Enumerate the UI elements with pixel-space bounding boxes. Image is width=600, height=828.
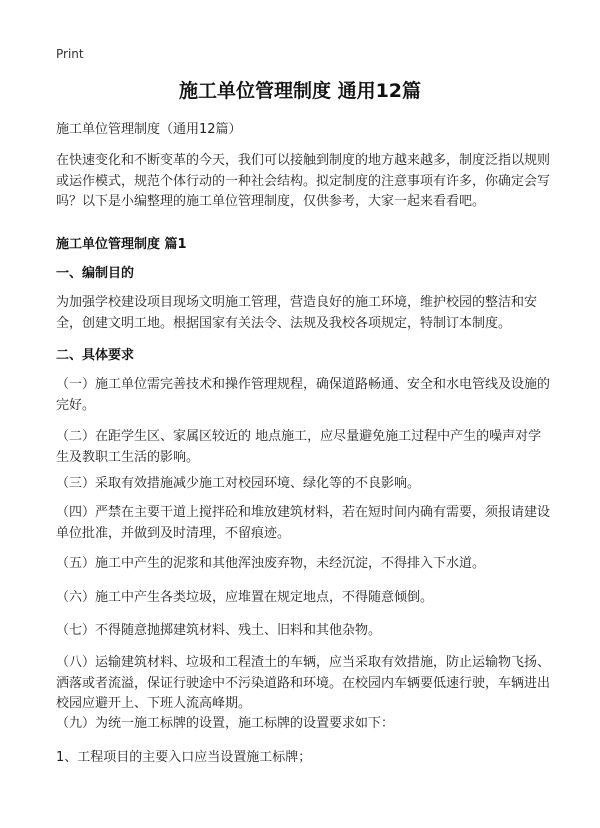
intro-paragraph: 在快速变化和不断变革的今天，我们可以接触到制度的地方越来越多，制度泛指以规则或运作模式，规范个体行动的一种社会结构。拟定制度的注意事项有许多，你确定会写吗？以下是小编整理的施工单位管理制度，仅供参考，大家一起来看看吧。 xyxy=(56,153,551,209)
list-item: 1、工程项目的主要入口应当设置施工标牌； xyxy=(56,750,312,765)
page-title: 施工单位管理制度 通用12篇 xyxy=(178,80,422,102)
list-item: （八）运输建筑材料、垃圾和工程渣土的车辆，应当采取有效措施，防止运输物飞扬、洒落或者流溢，保证行驶途中不污染道路和环境。在校园内车辆要低速行驶，车辆进出校园应避开上、下班人流高峰期。 xyxy=(56,655,551,711)
print-link[interactable]: Print xyxy=(56,47,84,61)
list-item: （六）施工中产生各类垃圾，应堆置在规定地点，不得随意倾倒。 xyxy=(56,590,434,605)
list-item: （四）严禁在主要干道上搅拌砼和堆放建筑材料，若在短时间内确有需要，须报请建设单位批准，并做到及时清理，不留痕迹。 xyxy=(56,505,551,541)
heading-requirements: 二、具体要求 xyxy=(56,348,135,363)
heading-purpose: 一、编制目的 xyxy=(56,266,135,281)
purpose-paragraph: 为加强学校建设项目现场文明施工管理，营造良好的施工环境，维护校园的整洁和安全，创建文明工地。根据国家有关法令、法规及我校各项规定，特制订本制度。 xyxy=(56,295,538,331)
section-title: 施工单位管理制度 篇1 xyxy=(56,237,187,252)
list-item: （七）不得随意抛掷建筑材料、残土、旧料和其他杂物。 xyxy=(56,623,382,638)
list-item: （三）采取有效措施减少施工对校园环境、绿化等的不良影响。 xyxy=(56,476,421,491)
list-item: （五）施工中产生的泥浆和其他浑浊废弃物，未经沉淀，不得排入下水道。 xyxy=(56,556,486,571)
document-subtitle: 施工单位管理制度（通用12篇） xyxy=(56,122,242,137)
list-item: （九）为统一施工标牌的设置，施工标牌的设置要求如下： xyxy=(56,716,395,731)
list-item: （一）施工单位需完善技术和操作管理规程，确保道路畅通、安全和水电管线及设施的完好。 xyxy=(56,377,551,413)
list-item: （二）在距学生区、家属区较近的 地点施工，应尽量避免施工过程中产生的噪声对学生及教职工生活的影响。 xyxy=(56,429,542,465)
